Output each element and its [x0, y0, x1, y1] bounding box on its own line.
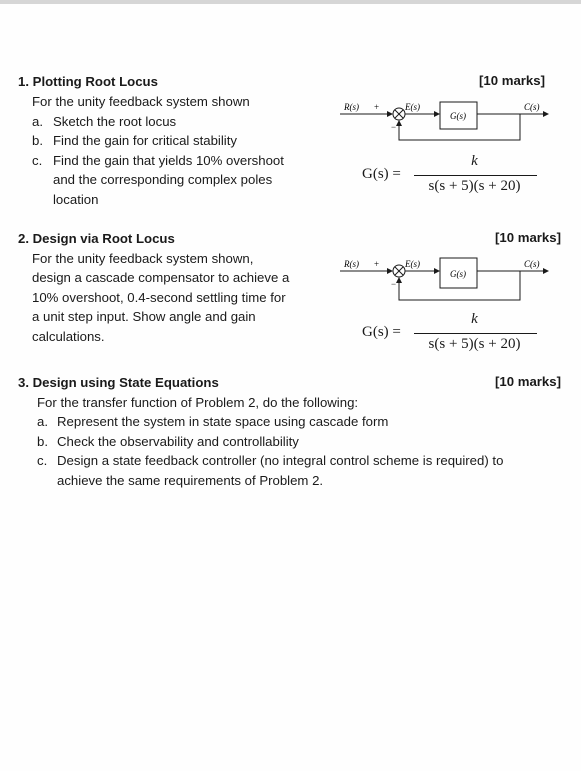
output-label: C(s) [524, 102, 540, 112]
problem-1-item-a-text: Sketch the root locus [53, 114, 177, 129]
equation-denominator: s(s + 5)(s + 20) [428, 178, 521, 194]
equation-numerator: k [471, 311, 478, 327]
fraction-bar [414, 175, 537, 176]
problem-2-transfer-function [362, 311, 542, 357]
input-label: R(s) [344, 259, 359, 269]
problem-2-title: 2. Design via Root Locus [18, 231, 175, 246]
problem-2-marks: [10 marks] [495, 230, 561, 245]
input-arrowhead [387, 111, 393, 117]
plus-sign: + [374, 259, 380, 269]
input-label: R(s) [344, 102, 359, 112]
problem-2-line-3: 10% overshoot, 0.4-second settling time for [32, 290, 286, 305]
block-label: G(s) [450, 111, 466, 121]
problem-3-item-c-text: Design a state feedback controller (no integral control scheme is required) to [57, 453, 504, 468]
equation-denominator: s(s + 5)(s + 20) [428, 336, 521, 352]
problem-1-title: 1. Plotting Root Locus [18, 74, 158, 89]
problem-1-item-a-label: a. [32, 114, 43, 129]
input-arrowhead [387, 268, 393, 274]
problem-3-intro: For the transfer function of Problem 2, do the following: [37, 395, 359, 410]
problem-2-line-5: calculations. [32, 329, 105, 344]
problem-1-intro: For the unity feedback system shown [32, 94, 250, 109]
problem-3-continuation-1: achieve the same requirements of Problem 2. [57, 473, 324, 488]
error-label: E(s) [405, 102, 420, 112]
problem-1-item-c-label: c. [32, 153, 43, 168]
block-label: G(s) [450, 269, 466, 279]
problem-3-marks: [10 marks] [495, 374, 561, 389]
problem-1-item-b-label: b. [32, 133, 43, 148]
problem-2-line-2: design a cascade compensator to achieve a [32, 270, 290, 285]
problem-2-block-diagram [340, 253, 550, 307]
problem-3-item-b-label: b. [37, 434, 48, 449]
problem-1-item-c-text: Find the gain that yields 10% overshoot [53, 153, 284, 168]
problem-1-continuation-2: location [53, 192, 99, 207]
problem-1-marks: [10 marks] [479, 73, 545, 88]
equation-lhs: G(s) = [362, 324, 401, 340]
problem-1-block-diagram [340, 96, 550, 148]
problem-1-transfer-function [362, 153, 542, 199]
equation-numerator: k [471, 153, 478, 169]
feedback-arrowhead [396, 120, 402, 126]
error-label: E(s) [405, 259, 420, 269]
problem-3-item-b-text: Check the observability and controllability [57, 434, 299, 449]
output-label: C(s) [524, 259, 540, 269]
problem-2-line-4: a unit step input. Show angle and gain [32, 309, 256, 324]
problem-1-continuation-1: and the corresponding complex poles [53, 172, 273, 187]
problem-3-item-c-label: c. [37, 453, 48, 468]
minus-sign: − [391, 122, 397, 132]
problem-1-item-b-text: Find the gain for critical stability [53, 133, 237, 148]
problem-3-title: 3. Design using State Equations [18, 375, 219, 390]
plus-sign: + [374, 102, 380, 112]
problem-2-line-1: For the unity feedback system shown, [32, 251, 254, 266]
fraction-bar [414, 333, 537, 334]
equation-lhs: G(s) = [362, 166, 401, 182]
problem-3-item-a-label: a. [37, 414, 48, 429]
problem-3-item-a-text: Represent the system in state space using cascade form [57, 414, 389, 429]
feedback-arrowhead [396, 277, 402, 283]
minus-sign: − [391, 279, 397, 289]
